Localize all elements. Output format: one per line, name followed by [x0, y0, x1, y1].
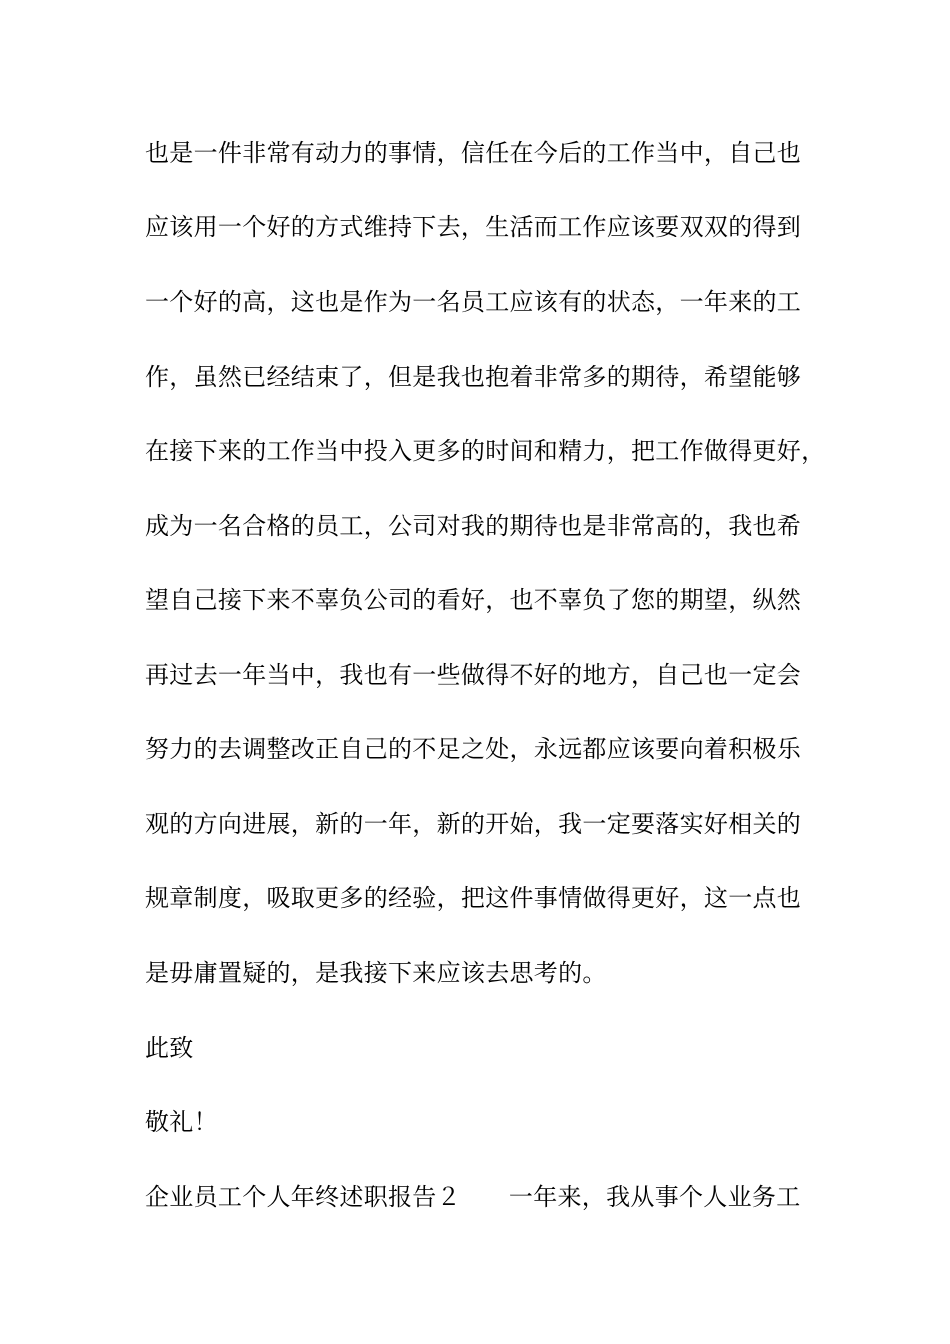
section-intro: 一年来，我从事个人业务工	[508, 1183, 801, 1211]
text-line: 规章制度，吸取更多的经验，把这件事情做得更好，这一点也	[145, 884, 802, 912]
next-section-line	[145, 1182, 801, 1212]
text-line: 在接下来的工作当中投入更多的时间和精力，把工作做得更好，	[145, 437, 826, 465]
text-line: 应该用一个好的方式维持下去，生活而工作应该要双双的得到	[145, 213, 802, 241]
text-line: 一个好的高，这也是作为一名员工应该有的状态，一年来的工	[145, 288, 802, 316]
text-line: 作，虽然已经结束了，但是我也抱着非常多的期待，希望能够	[145, 363, 802, 391]
text-line: 成为一名合格的员工，公司对我的期待也是非常高的，我也希	[145, 512, 802, 540]
text-line: 望自己接下来不辜负公司的看好，也不辜负了您的期望，纵然	[145, 586, 802, 614]
closing-salutation: 此致	[145, 1034, 194, 1062]
text-line: 努力的去调整改正自己的不足之处，永远都应该要向着积极乐	[145, 735, 802, 763]
text-line: 再过去一年当中，我也有一些做得不好的地方，自己也一定会	[145, 661, 802, 689]
section-title: 企业员工个人年终述职报告２	[145, 1183, 461, 1211]
text-line: 观的方向进展，新的一年，新的开始，我一定要落实好相关的	[145, 810, 802, 838]
text-line: 也是一件非常有动力的事情，信任在今后的工作当中，自己也	[145, 139, 802, 167]
closing-regards: 敬礼！	[145, 1108, 218, 1136]
text-line: 是毋庸置疑的，是我接下来应该去思考的。	[145, 959, 607, 987]
